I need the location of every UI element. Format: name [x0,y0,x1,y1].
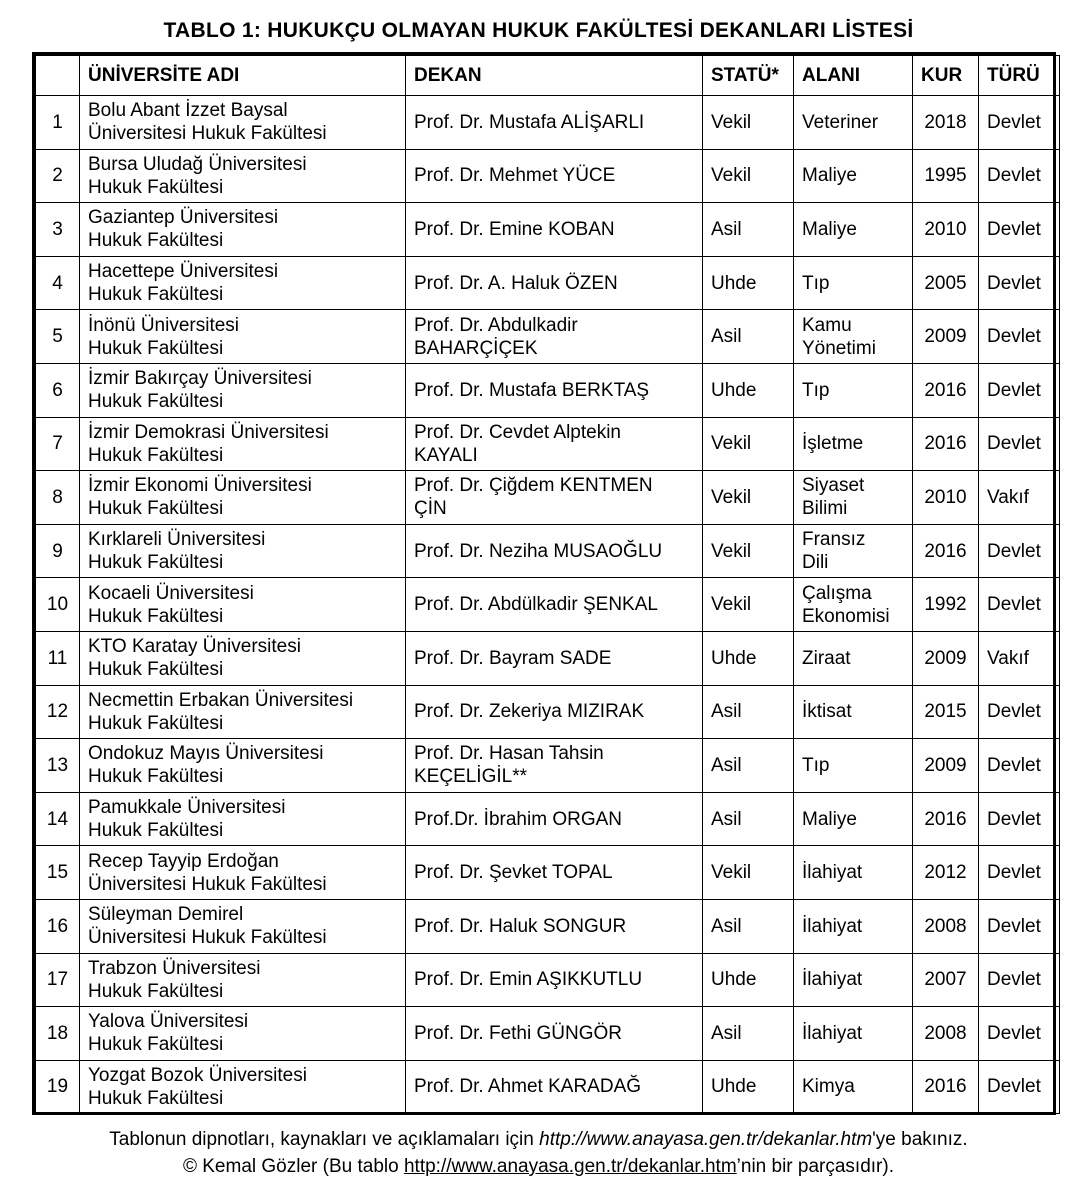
cell-status: Asil [703,739,794,793]
cell-type: Devlet [979,1007,1060,1061]
cell-status: Vekil [703,524,794,578]
cell-dean-line: Prof. Dr. A. Haluk ÖZEN [414,272,618,294]
cell-university [80,1060,406,1114]
cell-num: 6 [36,363,80,417]
cell-university-line: Kocaeli Üniversitesi [88,582,254,604]
cell-university [80,524,406,578]
cell-university-line: Üniversitesi Hukuk Fakültesi [88,873,327,895]
cell-university-line: Yalova Üniversitesi [88,1011,249,1033]
table-header-row [36,56,1060,96]
cell-year: 1995 [913,149,979,203]
copyright-text: © Kemal Gözler (Bu tablo [182,1156,404,1177]
cell-university-line: Hukuk Fakültesi [88,391,224,413]
cell-year: 2010 [913,471,979,525]
cell-status: Asil [703,203,794,257]
header-status: STATÜ* [703,56,794,96]
cell-field [794,96,913,150]
cell-dean [406,1007,703,1061]
cell-university-line: Hukuk Fakültesi [88,659,224,681]
cell-dean [406,524,703,578]
cell-field [794,899,913,953]
table-row [36,631,1060,685]
table-row [36,417,1060,471]
cell-status: Uhde [703,363,794,417]
cell-university [80,363,406,417]
cell-dean-line: Prof. Dr. Cevdet Alptekin [414,421,621,443]
cell-dean-line: BAHARÇİÇEK [414,337,538,359]
table-row [36,96,1060,150]
cell-type: Devlet [979,256,1060,310]
cell-dean [406,578,703,632]
table-row [36,471,1060,525]
cell-field-line: Çalışma [802,582,872,604]
cell-dean [406,149,703,203]
cell-dean-line: Prof. Dr. Ahmet KARADAĞ [414,1076,642,1098]
deans-table [35,55,1060,1114]
cell-year: 2007 [913,953,979,1007]
table-row [36,578,1060,632]
cell-field [794,149,913,203]
cell-university-line: Hukuk Fakültesi [88,605,224,627]
cell-field-line: Kimya [802,1076,855,1098]
page-title: TABLO 1: HUKUKÇU OLMAYAN HUKUK FAKÜLTESİ DEKANLARI LİSTESİ [163,19,914,42]
cell-university-line: Süleyman Demirel [88,904,244,926]
cell-field-line: Tıp [802,379,830,401]
cell-num: 16 [36,899,80,953]
cell-dean-line: Prof. Dr. Şevket TOPAL [414,862,613,884]
table-row [36,1007,1060,1061]
copyright-line [0,1155,1077,1179]
cell-year: 2009 [913,310,979,364]
cell-field [794,953,913,1007]
table-row [36,899,1060,953]
cell-num: 10 [36,578,80,632]
cell-dean-line: Prof. Dr. Abdülkadir ŞENKAL [414,594,658,616]
footnote-1-text: Tablonun dipnotları, kaynakları ve açıklamaları için [109,1129,540,1150]
cell-num: 13 [36,739,80,793]
copyright-suffix: ’nin bir parçasıdır). [736,1156,894,1177]
cell-dean-line: KEÇELİGİL** [414,766,527,788]
cell-field-line: Fransız [802,529,866,551]
table-row [36,792,1060,846]
cell-status: Uhde [703,1060,794,1114]
cell-dean [406,417,703,471]
cell-type: Devlet [979,792,1060,846]
cell-university [80,685,406,739]
cell-dean-line: Prof. Dr. Abdulkadir [414,314,578,336]
table-row [36,256,1060,310]
cell-university-line: KTO Karatay Üniversitesi [88,636,301,658]
cell-status: Asil [703,685,794,739]
cell-year: 2009 [913,631,979,685]
cell-university [80,739,406,793]
cell-university-line: Hukuk Fakültesi [88,980,224,1002]
cell-dean-line: Prof. Dr. Mehmet YÜCE [414,165,616,187]
cell-field [794,685,913,739]
cell-dean-line: Prof. Dr. Mustafa ALİŞARLI [414,111,645,133]
cell-field-line: Siyaset [802,475,865,497]
cell-dean-line: Prof. Dr. Zekeriya MIZIRAK [414,701,645,723]
cell-num: 2 [36,149,80,203]
cell-field-line: Dili [802,552,829,574]
cell-num: 18 [36,1007,80,1061]
cell-field [794,471,913,525]
cell-field-line: Maliye [802,218,857,240]
cell-num: 8 [36,471,80,525]
cell-type: Devlet [979,149,1060,203]
cell-dean-line: Prof. Dr. Emin AŞIKKUTLU [414,969,643,991]
table-row [36,846,1060,900]
cell-year: 2012 [913,846,979,900]
cell-dean [406,96,703,150]
cell-year: 2016 [913,792,979,846]
table-row [36,739,1060,793]
cell-university-line: Hukuk Fakültesi [88,284,224,306]
cell-dean-line: Prof.Dr. İbrahim ORGAN [414,808,622,830]
cell-dean-line: Prof. Dr. Fethi GÜNGÖR [414,1022,622,1044]
cell-year: 2010 [913,203,979,257]
table-row [36,1060,1060,1114]
cell-field-line: İlahiyat [802,1022,863,1044]
footnote-1-url: http://www.anayasa.gen.tr/dekanlar.htm [539,1129,873,1150]
cell-num: 1 [36,96,80,150]
cell-university-line: Yozgat Bozok Üniversitesi [88,1064,307,1086]
cell-field [794,203,913,257]
cell-num: 17 [36,953,80,1007]
cell-dean-line: Prof. Dr. Haluk SONGUR [414,915,627,937]
cell-status: Vekil [703,149,794,203]
cell-dean [406,256,703,310]
cell-field-line: İşletme [802,433,864,455]
cell-university-line: İzmir Bakırçay Üniversitesi [88,368,312,390]
cell-university-line: Pamukkale Üniversitesi [88,797,286,819]
cell-dean-line: KAYALI [414,444,478,466]
cell-university-line: Hukuk Fakültesi [88,1034,224,1056]
cell-field-line: İktisat [802,701,852,723]
cell-field [794,1060,913,1114]
cell-field [794,524,913,578]
header-year: KUR [913,56,979,96]
copyright-link[interactable]: http://www.anayasa.gen.tr/dekanlar.htm [403,1156,737,1177]
cell-university [80,899,406,953]
cell-dean [406,310,703,364]
cell-status: Uhde [703,256,794,310]
cell-field-line: Ekonomisi [802,605,890,627]
cell-university-line: İzmir Demokrasi Üniversitesi [88,421,329,443]
table-row [36,685,1060,739]
cell-status: Asil [703,899,794,953]
cell-dean-line: Prof. Dr. Hasan Tahsin [414,743,604,765]
cell-type: Devlet [979,578,1060,632]
cell-type: Devlet [979,203,1060,257]
cell-field-line: Maliye [802,808,857,830]
cell-status: Vekil [703,417,794,471]
cell-university [80,953,406,1007]
cell-university [80,149,406,203]
cell-university-line: Hukuk Fakültesi [88,498,224,520]
cell-status: Vekil [703,846,794,900]
table-body [36,96,1060,1114]
table-row [36,310,1060,364]
cell-field-line: Kamu [802,314,852,336]
header-dean: DEKAN [406,56,703,96]
cell-year: 2016 [913,363,979,417]
footnote-1-suffix: 'ye bakınız. [872,1129,968,1150]
cell-num: 11 [36,631,80,685]
cell-university-line: Üniversitesi Hukuk Fakültesi [88,123,327,145]
cell-year: 1992 [913,578,979,632]
cell-university-line: Bursa Uludağ Üniversitesi [88,153,307,175]
cell-year: 2016 [913,524,979,578]
cell-field [794,310,913,364]
cell-field [794,631,913,685]
table-row [36,363,1060,417]
cell-dean [406,685,703,739]
footnote-line-1 [0,1128,1077,1152]
cell-university-line: Hukuk Fakültesi [88,820,224,842]
cell-type: Devlet [979,363,1060,417]
cell-year: 2018 [913,96,979,150]
cell-dean-line: Prof. Dr. Neziha MUSAOĞLU [414,540,663,562]
cell-type: Devlet [979,417,1060,471]
cell-university-line: Kırklareli Üniversitesi [88,529,266,551]
cell-status: Uhde [703,953,794,1007]
cell-dean [406,1060,703,1114]
cell-university-line: İzmir Ekonomi Üniversitesi [88,475,312,497]
cell-university-line: Bolu Abant İzzet Baysal [88,100,288,122]
cell-type: Devlet [979,685,1060,739]
cell-type: Vakıf [979,631,1060,685]
cell-field [794,739,913,793]
cell-dean [406,792,703,846]
cell-dean-line: Prof. Dr. Bayram SADE [414,647,612,669]
cell-field-line: Maliye [802,165,857,187]
cell-field [794,846,913,900]
cell-dean-line: Prof. Dr. Çiğdem KENTMEN [414,475,653,497]
table-row [36,149,1060,203]
cell-field [794,256,913,310]
cell-field-line: Tıp [802,754,830,776]
cell-field [794,363,913,417]
cell-university [80,631,406,685]
cell-status: Vekil [703,96,794,150]
cell-status: Vekil [703,578,794,632]
cell-year: 2009 [913,739,979,793]
cell-num: 3 [36,203,80,257]
header-type: TÜRÜ [979,56,1060,96]
cell-field [794,578,913,632]
cell-university [80,417,406,471]
cell-num: 15 [36,846,80,900]
cell-university-line: Gaziantep Üniversitesi [88,207,279,229]
cell-field-line: Veteriner [802,111,879,133]
cell-dean-line: Prof. Dr. Mustafa BERKTAŞ [414,379,650,401]
cell-field [794,1007,913,1061]
cell-year: 2016 [913,1060,979,1114]
cell-dean [406,953,703,1007]
cell-num: 4 [36,256,80,310]
cell-dean-line: ÇİN [414,498,447,520]
cell-year: 2008 [913,899,979,953]
header-field: ALANI [794,56,913,96]
cell-university-line: Hukuk Fakültesi [88,176,224,198]
cell-field [794,417,913,471]
cell-university [80,846,406,900]
cell-dean [406,739,703,793]
cell-year: 2016 [913,417,979,471]
cell-dean-line: Prof. Dr. Emine KOBAN [414,218,615,240]
cell-university-line: Hukuk Fakültesi [88,444,224,466]
cell-type: Devlet [979,739,1060,793]
cell-field-line: Yönetimi [802,337,876,359]
cell-university [80,578,406,632]
cell-num: 9 [36,524,80,578]
cell-university-line: Hukuk Fakültesi [88,766,224,788]
cell-dean [406,899,703,953]
cell-type: Devlet [979,899,1060,953]
cell-university-line: Hukuk Fakültesi [88,712,224,734]
cell-status: Asil [703,310,794,364]
table-row [36,524,1060,578]
cell-field-line: Bilimi [802,498,848,520]
cell-type: Devlet [979,1060,1060,1114]
cell-university-line: Necmettin Erbakan Üniversitesi [88,689,354,711]
header-university: ÜNİVERSİTE ADI [80,56,406,96]
cell-status: Vekil [703,471,794,525]
cell-university [80,1007,406,1061]
cell-type: Vakıf [979,471,1060,525]
cell-university-line: Trabzon Üniversitesi [88,957,261,979]
cell-university [80,96,406,150]
cell-field-line: Tıp [802,272,830,294]
table-row [36,203,1060,257]
deans-table-frame [32,52,1056,1115]
cell-university [80,203,406,257]
cell-status: Uhde [703,631,794,685]
cell-university-line: Hacettepe Üniversitesi [88,261,279,283]
header-num [36,56,80,96]
cell-field [794,792,913,846]
cell-num: 19 [36,1060,80,1114]
cell-type: Devlet [979,846,1060,900]
cell-year: 2005 [913,256,979,310]
table-row [36,953,1060,1007]
cell-field-line: Ziraat [802,647,851,669]
cell-num: 14 [36,792,80,846]
cell-year: 2008 [913,1007,979,1061]
cell-field-line: İlahiyat [802,915,863,937]
cell-status: Asil [703,792,794,846]
cell-dean [406,203,703,257]
cell-dean [406,846,703,900]
cell-university-line: Hukuk Fakültesi [88,337,224,359]
cell-university-line: İnönü Üniversitesi [88,314,240,336]
cell-field-line: İlahiyat [802,969,863,991]
cell-type: Devlet [979,953,1060,1007]
cell-num: 5 [36,310,80,364]
cell-status: Asil [703,1007,794,1061]
cell-university-line: Üniversitesi Hukuk Fakültesi [88,927,327,949]
cell-university-line: Hukuk Fakültesi [88,552,224,574]
cell-dean [406,471,703,525]
cell-field-line: İlahiyat [802,862,863,884]
cell-num: 12 [36,685,80,739]
cell-type: Devlet [979,524,1060,578]
cell-university [80,310,406,364]
cell-university [80,792,406,846]
cell-university [80,471,406,525]
cell-dean [406,631,703,685]
cell-university-line: Ondokuz Mayıs Üniversitesi [88,743,324,765]
cell-type: Devlet [979,310,1060,364]
cell-dean [406,363,703,417]
cell-university-line: Hukuk Fakültesi [88,1087,224,1109]
cell-num: 7 [36,417,80,471]
cell-university-line: Recep Tayyip Erdoğan [88,850,279,872]
cell-university [80,256,406,310]
cell-type: Devlet [979,96,1060,150]
cell-year: 2015 [913,685,979,739]
cell-university-line: Hukuk Fakültesi [88,230,224,252]
